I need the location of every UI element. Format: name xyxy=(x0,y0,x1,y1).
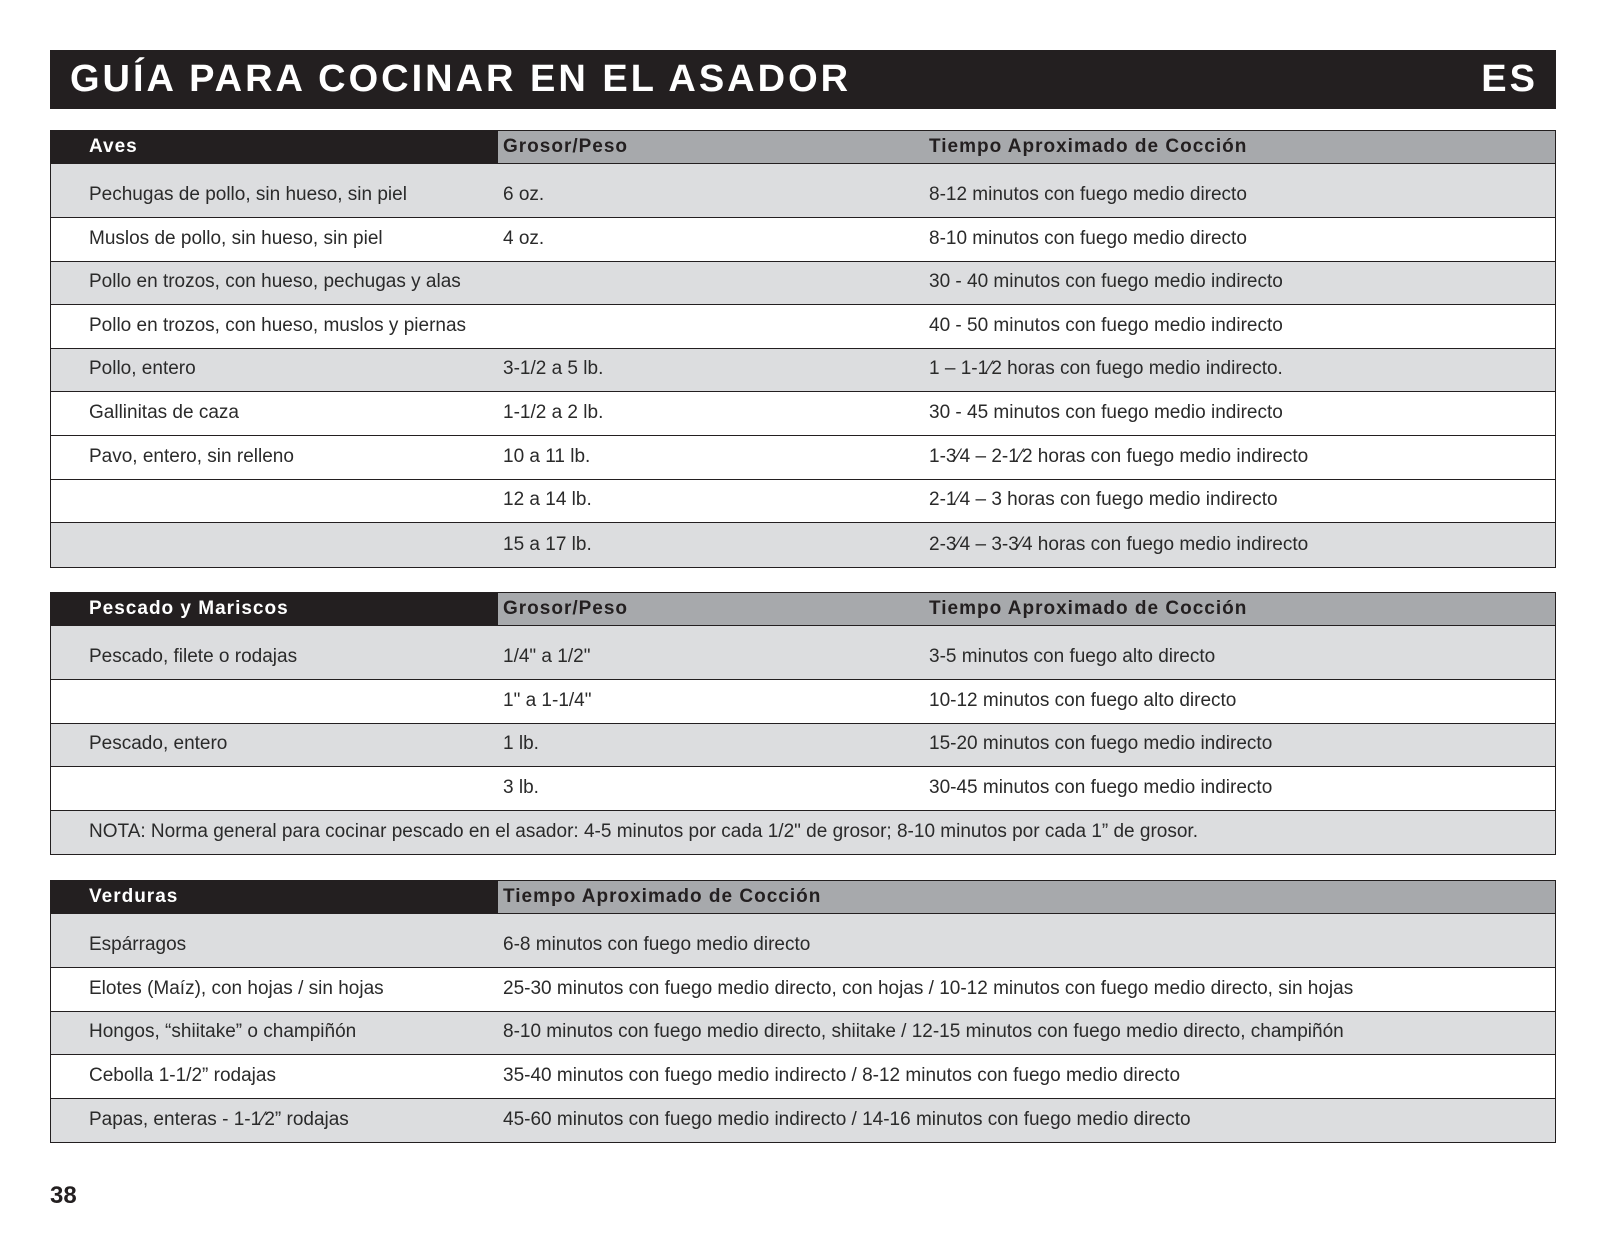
table-row xyxy=(51,392,1555,436)
aves-table xyxy=(50,130,1556,568)
table-row xyxy=(51,968,1555,1012)
row-time: 8-12 minutos con fuego medio directo xyxy=(929,184,1247,205)
table-row xyxy=(51,523,1555,567)
row-time: 8-10 minutos con fuego medio directo xyxy=(929,227,1247,249)
row-item: Pechugas de pollo, sin hueso, sin piel xyxy=(89,184,407,205)
row-item: Hongos, “shiitake” o champiñón xyxy=(89,1021,357,1043)
row-time: 25-30 minutos con fuego medio directo, con hojas / 10-12 minutos con fuego medio directo, sin hojas xyxy=(503,977,1354,999)
row-time: 40 - 50 minutos con fuego medio indirecto xyxy=(929,314,1283,336)
table-row xyxy=(51,218,1555,262)
table-row xyxy=(51,1055,1555,1099)
row-time: 2-1⁄4 – 3 horas con fuego medio indirecto xyxy=(929,489,1278,511)
pescado-table xyxy=(50,592,1556,855)
header-time: Tiempo Aproximado de Cocción xyxy=(929,136,1248,157)
table-header xyxy=(51,881,1555,914)
table-row xyxy=(51,626,1555,680)
table-row xyxy=(51,436,1555,480)
row-weight: 1/4" a 1/2" xyxy=(503,646,591,667)
header-time: Tiempo Aproximado de Cocción xyxy=(929,598,1248,619)
page-number: 38 xyxy=(50,1182,77,1209)
row-time: 1 – 1-1⁄2 horas con fuego medio indirecto. xyxy=(929,358,1283,380)
row-item: Elotes (Maíz), con hojas / sin hojas xyxy=(89,977,384,999)
language-code: ES xyxy=(1481,58,1538,100)
table-note: NOTA: Norma general para cocinar pescado en el asador: 4-5 minutos por cada 1/2" de grosor; 8-10 minutos por cada 1” de grosor. xyxy=(89,821,1198,843)
row-weight: 3 lb. xyxy=(503,776,539,798)
row-time: 6-8 minutos con fuego medio directo xyxy=(503,934,811,955)
row-item: Pollo, entero xyxy=(89,358,196,380)
row-weight: 4 oz. xyxy=(503,227,545,249)
page-title: GUÍA PARA COCINAR EN EL ASADOR xyxy=(70,58,852,100)
row-weight: 1" a 1-1/4" xyxy=(503,689,592,711)
row-time: 30-45 minutos con fuego medio indirecto xyxy=(929,776,1273,798)
row-weight: 1 lb. xyxy=(503,733,539,755)
row-time: 30 - 45 minutos con fuego medio indirecto xyxy=(929,401,1283,423)
table-row xyxy=(51,305,1555,349)
row-weight: 6 oz. xyxy=(503,184,545,205)
header-category: Aves xyxy=(51,131,498,163)
header-weight: Grosor/Peso xyxy=(503,598,629,619)
row-time: 8-10 minutos con fuego medio directo, shiitake / 12-15 minutos con fuego medio directo, champiñón xyxy=(503,1021,1344,1043)
table-row xyxy=(51,164,1555,218)
row-time: 15-20 minutos con fuego medio indirecto xyxy=(929,733,1273,755)
row-time: 1-3⁄4 – 2-1⁄2 horas con fuego medio indirecto xyxy=(929,445,1309,467)
header-category: Pescado y Mariscos xyxy=(51,593,498,625)
row-weight: 12 a 14 lb. xyxy=(503,489,592,511)
table-row xyxy=(51,680,1555,724)
row-time: 3-5 minutos con fuego alto directo xyxy=(929,646,1216,667)
table-header xyxy=(51,131,1555,164)
table-note-row xyxy=(51,811,1555,855)
row-item: Pollo en trozos, con hueso, muslos y piernas xyxy=(89,314,467,336)
header-time: Tiempo Aproximado de Cocción xyxy=(503,886,822,907)
row-time: 45-60 minutos con fuego medio indirecto / 14-16 minutos con fuego medio directo xyxy=(503,1109,1191,1131)
row-item: Pollo en trozos, con hueso, pechugas y alas xyxy=(89,271,461,293)
table-row xyxy=(51,480,1555,524)
table-header xyxy=(51,593,1555,626)
row-time: 2-3⁄4 – 3-3⁄4 horas con fuego medio indirecto xyxy=(929,533,1309,555)
row-time: 35-40 minutos con fuego medio indirecto / 8-12 minutos con fuego medio directo xyxy=(503,1064,1181,1086)
table-row xyxy=(51,1099,1555,1143)
row-weight: 15 a 17 lb. xyxy=(503,533,592,555)
table-row xyxy=(51,914,1555,968)
row-time: 10-12 minutos con fuego alto directo xyxy=(929,689,1237,711)
row-item: Espárragos xyxy=(89,934,187,955)
table-row xyxy=(51,349,1555,393)
row-item: Gallinitas de caza xyxy=(89,401,239,423)
table-row xyxy=(51,767,1555,811)
row-item: Pavo, entero, sin relleno xyxy=(89,445,294,467)
row-item: Pescado, filete o rodajas xyxy=(89,646,298,667)
row-item: Pescado, entero xyxy=(89,733,228,755)
row-weight: 1-1/2 a 2 lb. xyxy=(503,401,604,423)
header-category: Verduras xyxy=(51,881,498,913)
verduras-table xyxy=(50,880,1556,1143)
row-item: Muslos de pollo, sin hueso, sin piel xyxy=(89,227,383,249)
header-weight: Grosor/Peso xyxy=(503,136,629,157)
page-title-bar xyxy=(50,50,1556,109)
table-row xyxy=(51,262,1555,306)
table-row xyxy=(51,724,1555,768)
row-item: Cebolla 1-1/2” rodajas xyxy=(89,1064,276,1086)
row-weight: 10 a 11 lb. xyxy=(503,445,591,467)
row-time: 30 - 40 minutos con fuego medio indirecto xyxy=(929,271,1283,293)
row-weight: 3-1/2 a 5 lb. xyxy=(503,358,604,380)
table-row xyxy=(51,1012,1555,1056)
row-item: Papas, enteras - 1-1⁄2” rodajas xyxy=(89,1109,349,1131)
